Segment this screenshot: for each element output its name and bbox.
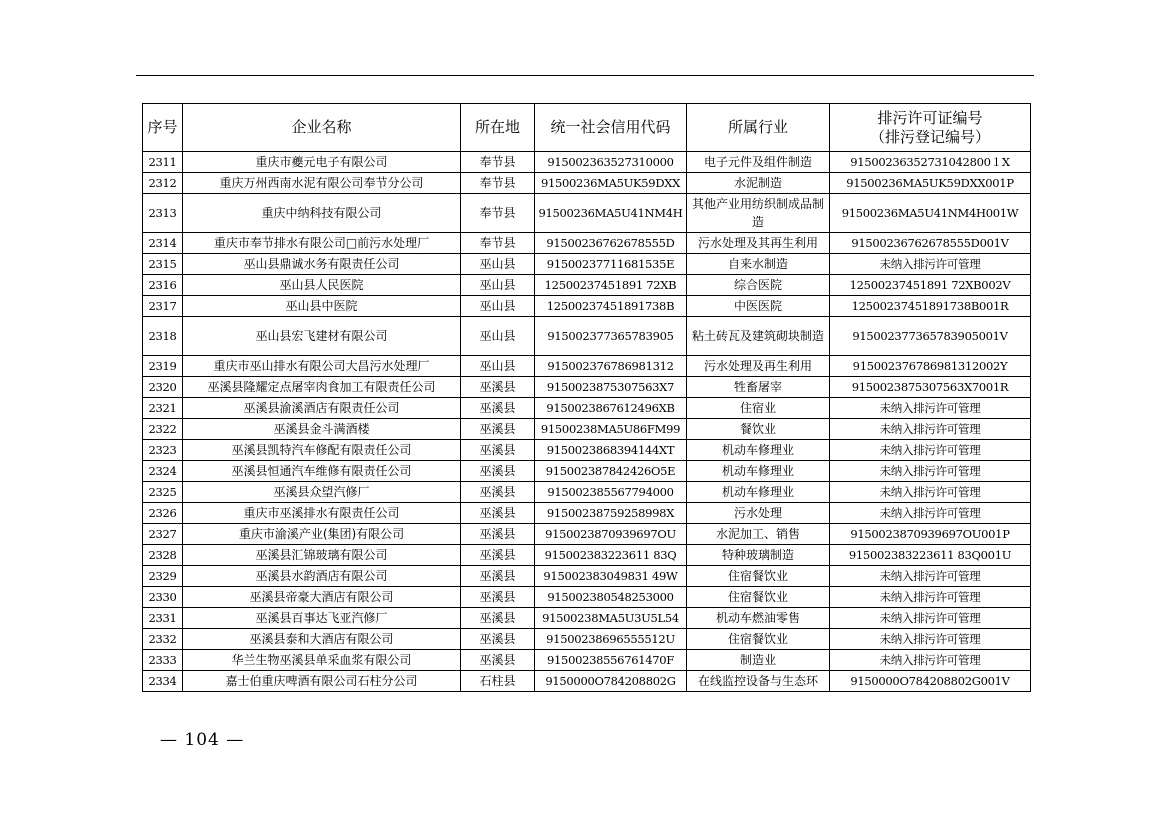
cell-location: 巫溪县	[461, 419, 535, 440]
header-industry: 所属行业	[687, 104, 830, 152]
table-row	[143, 254, 1031, 275]
cell-name: 巫溪县百事达飞亚汽修厂	[183, 608, 461, 629]
cell-seq: 2314	[143, 233, 183, 254]
cell-credit-code: 915002376786981312	[535, 356, 687, 377]
table-row	[143, 629, 1031, 650]
cell-credit-code: 9150023868394144XT	[535, 440, 687, 461]
cell-location: 巫溪县	[461, 377, 535, 398]
header-rule	[136, 75, 1034, 76]
cell-industry: 水泥制造	[687, 173, 830, 194]
cell-industry: 机动车修理业	[687, 440, 830, 461]
cell-name: 巫山县中医院	[183, 296, 461, 317]
cell-location: 奉节县	[461, 173, 535, 194]
cell-industry: 制造业	[687, 650, 830, 671]
cell-location: 巫溪县	[461, 545, 535, 566]
cell-seq: 2322	[143, 419, 183, 440]
cell-seq: 2328	[143, 545, 183, 566]
cell-location: 巫溪县	[461, 524, 535, 545]
cell-credit-code: 915002380548253000	[535, 587, 687, 608]
cell-location: 巫山县	[461, 317, 535, 356]
cell-location: 巫溪县	[461, 629, 535, 650]
table-row	[143, 152, 1031, 173]
cell-credit-code: 91500238MA5U86FM99	[535, 419, 687, 440]
cell-seq: 2334	[143, 671, 183, 692]
cell-seq: 2318	[143, 317, 183, 356]
cell-permit: 未纳入排污许可管理	[830, 461, 1031, 482]
cell-industry: 在线监控设备与生态环	[687, 671, 830, 692]
cell-credit-code: 915002363527310000	[535, 152, 687, 173]
cell-seq: 2333	[143, 650, 183, 671]
table-row	[143, 650, 1031, 671]
cell-location: 巫山县	[461, 356, 535, 377]
cell-industry: 牲畜屠宰	[687, 377, 830, 398]
cell-name: 巫溪县众望汽修厂	[183, 482, 461, 503]
cell-industry: 水泥加工、销售	[687, 524, 830, 545]
cell-seq: 2324	[143, 461, 183, 482]
cell-location: 巫山县	[461, 275, 535, 296]
table-row	[143, 482, 1031, 503]
cell-location: 巫溪县	[461, 398, 535, 419]
table-row	[143, 566, 1031, 587]
cell-permit: 915002383223611 83Q001U	[830, 545, 1031, 566]
header-permit-line2: （排污登记编号）	[869, 127, 990, 146]
cell-location: 奉节县	[461, 194, 535, 233]
cell-credit-code: 91500236MA5U41NM4H	[535, 194, 687, 233]
cell-name: 巫溪县金斗满酒楼	[183, 419, 461, 440]
cell-seq: 2315	[143, 254, 183, 275]
cell-industry: 住宿业	[687, 398, 830, 419]
cell-name: 巫溪县泰和大酒店有限公司	[183, 629, 461, 650]
cell-credit-code: 915002377365783905	[535, 317, 687, 356]
cell-credit-code: 91500236MA5UK59DXX	[535, 173, 687, 194]
enterprise-table	[142, 103, 1031, 692]
cell-credit-code: 91500237711681535E	[535, 254, 687, 275]
cell-seq: 2316	[143, 275, 183, 296]
cell-location: 巫溪县	[461, 482, 535, 503]
cell-name: 重庆市巫溪排水有限责任公司	[183, 503, 461, 524]
header-permit-line1: 排污许可证编号	[877, 108, 983, 127]
cell-credit-code: 9150023867612496XB	[535, 398, 687, 419]
cell-name: 巫山县人民医院	[183, 275, 461, 296]
cell-name: 重庆市夔元电子有限公司	[183, 152, 461, 173]
cell-name: 巫溪县隆耀定点屠宰肉食加工有限责任公司	[183, 377, 461, 398]
table-row	[143, 296, 1031, 317]
cell-industry: 粘土砖瓦及建筑砌块制造	[687, 317, 830, 356]
cell-seq: 2312	[143, 173, 183, 194]
cell-permit: 91500236MA5UK59DXX001P	[830, 173, 1031, 194]
cell-permit: 未纳入排污许可管理	[830, 608, 1031, 629]
cell-name: 巫山县鼎诚水务有限责任公司	[183, 254, 461, 275]
cell-seq: 2330	[143, 587, 183, 608]
cell-seq: 2332	[143, 629, 183, 650]
cell-industry: 特种玻璃制造	[687, 545, 830, 566]
cell-industry: 机动车修理业	[687, 482, 830, 503]
cell-name: 华兰生物巫溪县单采血浆有限公司	[183, 650, 461, 671]
cell-location: 巫山县	[461, 296, 535, 317]
cell-permit: 未纳入排污许可管理	[830, 419, 1031, 440]
cell-seq: 2325	[143, 482, 183, 503]
table-row	[143, 461, 1031, 482]
table-row	[143, 377, 1031, 398]
cell-industry: 餐饮业	[687, 419, 830, 440]
cell-industry: 住宿餐饮业	[687, 629, 830, 650]
table-header-row	[143, 104, 1031, 152]
cell-credit-code: 12500237451891738B	[535, 296, 687, 317]
cell-location: 石柱县	[461, 671, 535, 692]
cell-permit: 9150000O784208802G001V	[830, 671, 1031, 692]
cell-industry: 住宿餐饮业	[687, 566, 830, 587]
cell-seq: 2317	[143, 296, 183, 317]
cell-permit: 915002376786981312002Y	[830, 356, 1031, 377]
cell-name: 重庆万州西南水泥有限公司奉节分公司	[183, 173, 461, 194]
table-row	[143, 545, 1031, 566]
cell-credit-code: 9150000O784208802G	[535, 671, 687, 692]
cell-location: 巫溪县	[461, 461, 535, 482]
cell-seq: 2320	[143, 377, 183, 398]
cell-name: 巫溪县帝豪大酒店有限公司	[183, 587, 461, 608]
cell-location: 巫山县	[461, 254, 535, 275]
table-row	[143, 608, 1031, 629]
table-row	[143, 440, 1031, 461]
cell-seq: 2326	[143, 503, 183, 524]
cell-location: 奉节县	[461, 233, 535, 254]
cell-permit: 未纳入排污许可管理	[830, 566, 1031, 587]
cell-industry: 自来水制造	[687, 254, 830, 275]
cell-industry: 电子元件及组件制造	[687, 152, 830, 173]
header-name: 企业名称	[183, 104, 461, 152]
cell-name: 巫溪县水韵酒店有限公司	[183, 566, 461, 587]
cell-name: 重庆市奉节排水有限公司□前污水处理厂	[183, 233, 461, 254]
header-permit	[830, 104, 1031, 152]
cell-industry: 其他产业用纺织制成品制造	[687, 194, 830, 233]
cell-permit: 未纳入排污许可管理	[830, 440, 1031, 461]
cell-seq: 2313	[143, 194, 183, 233]
cell-industry: 综合医院	[687, 275, 830, 296]
cell-credit-code: 915002383223611 83Q	[535, 545, 687, 566]
cell-name: 巫溪县恒通汽车维修有限责任公司	[183, 461, 461, 482]
cell-seq: 2311	[143, 152, 183, 173]
cell-permit: 12500237451891738B001R	[830, 296, 1031, 317]
cell-industry: 机动车修理业	[687, 461, 830, 482]
cell-name: 巫山县宏飞建材有限公司	[183, 317, 461, 356]
cell-credit-code: 91500238759258998X	[535, 503, 687, 524]
page-number: — 104 —	[160, 730, 245, 750]
cell-location: 巫溪县	[461, 650, 535, 671]
cell-permit: 未纳入排污许可管理	[830, 629, 1031, 650]
cell-permit: 未纳入排污许可管理	[830, 650, 1031, 671]
cell-industry: 污水处理	[687, 503, 830, 524]
cell-permit: 未纳入排污许可管理	[830, 503, 1031, 524]
cell-seq: 2321	[143, 398, 183, 419]
cell-name: 巫溪县凯特汽车修配有限责任公司	[183, 440, 461, 461]
cell-credit-code: 91500238MA5U3U5L54	[535, 608, 687, 629]
cell-location: 巫溪县	[461, 566, 535, 587]
cell-credit-code: 915002387842426O5E	[535, 461, 687, 482]
cell-permit: 12500237451891 72XB002V	[830, 275, 1031, 296]
cell-location: 巫溪县	[461, 587, 535, 608]
cell-credit-code: 91500238556761470F	[535, 650, 687, 671]
cell-seq: 2331	[143, 608, 183, 629]
header-seq: 序号	[143, 104, 183, 152]
cell-industry: 机动车燃油零售	[687, 608, 830, 629]
table-row	[143, 275, 1031, 296]
table-row	[143, 398, 1031, 419]
cell-credit-code: 91500238696555512U	[535, 629, 687, 650]
cell-permit: 未纳入排污许可管理	[830, 587, 1031, 608]
cell-industry: 污水处理及再生利用	[687, 356, 830, 377]
cell-name: 重庆市渝溪产业(集团)有限公司	[183, 524, 461, 545]
cell-industry: 中医医院	[687, 296, 830, 317]
table-row	[143, 233, 1031, 254]
table-row	[143, 671, 1031, 692]
cell-name: 重庆中纳科技有限公司	[183, 194, 461, 233]
cell-credit-code: 12500237451891 72XB	[535, 275, 687, 296]
cell-permit: 未纳入排污许可管理	[830, 482, 1031, 503]
cell-permit: 未纳入排污许可管理	[830, 254, 1031, 275]
cell-location: 巫溪县	[461, 608, 535, 629]
table-row	[143, 317, 1031, 356]
cell-industry: 住宿餐饮业	[687, 587, 830, 608]
cell-permit: 915002377365783905001V	[830, 317, 1031, 356]
cell-seq: 2327	[143, 524, 183, 545]
cell-seq: 2319	[143, 356, 183, 377]
cell-location: 巫溪县	[461, 503, 535, 524]
cell-permit: 9150023875307563X7001R	[830, 377, 1031, 398]
cell-permit: 91500236MA5U41NM4H001W	[830, 194, 1031, 233]
cell-seq: 2323	[143, 440, 183, 461]
table-row	[143, 587, 1031, 608]
cell-credit-code: 91500236762678555D	[535, 233, 687, 254]
table-row	[143, 419, 1031, 440]
cell-credit-code: 9150023875307563X7	[535, 377, 687, 398]
cell-permit: 91500236352731042800１X	[830, 152, 1031, 173]
cell-permit: 91500236762678555D001V	[830, 233, 1031, 254]
cell-industry: 污水处理及其再生利用	[687, 233, 830, 254]
table-row	[143, 194, 1031, 233]
cell-name: 嘉士伯重庆啤酒有限公司石柱分公司	[183, 671, 461, 692]
header-credit-code: 统一社会信用代码	[535, 104, 687, 152]
header-location: 所在地	[461, 104, 535, 152]
table-row	[143, 524, 1031, 545]
cell-credit-code: 915002383049831 49W	[535, 566, 687, 587]
table-row	[143, 356, 1031, 377]
table-row	[143, 173, 1031, 194]
table-row	[143, 503, 1031, 524]
cell-seq: 2329	[143, 566, 183, 587]
cell-permit: 9150023870939697OU001P	[830, 524, 1031, 545]
cell-location: 奉节县	[461, 152, 535, 173]
cell-credit-code: 915002385567794000	[535, 482, 687, 503]
cell-permit: 未纳入排污许可管理	[830, 398, 1031, 419]
cell-name: 巫溪县汇锦玻璃有限公司	[183, 545, 461, 566]
cell-credit-code: 9150023870939697OU	[535, 524, 687, 545]
cell-name: 巫溪县渝溪酒店有限责任公司	[183, 398, 461, 419]
cell-name: 重庆市巫山排水有限公司大昌污水处理厂	[183, 356, 461, 377]
cell-location: 巫溪县	[461, 440, 535, 461]
